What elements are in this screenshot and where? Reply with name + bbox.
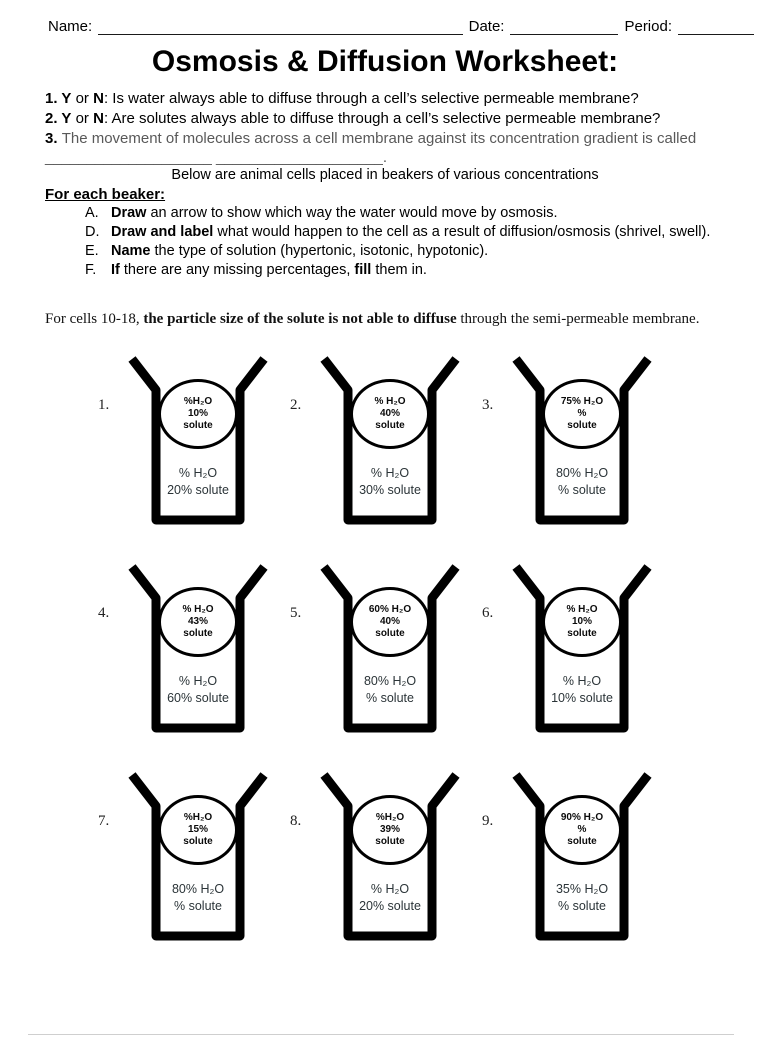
cells-10-18-note: For cells 10-18, the particle size of the solute is not able to diffuse through the semi-permeable membrane. xyxy=(45,311,700,327)
cell-line: 75% H₂O xyxy=(560,396,604,408)
solution-line: 80% H₂O xyxy=(363,674,417,688)
beaker xyxy=(128,563,268,735)
beaker-number: 2. xyxy=(290,397,302,413)
cell-line: 15% xyxy=(187,824,208,836)
beaker xyxy=(320,771,460,943)
solution-label xyxy=(320,465,460,499)
beaker-number: 1. xyxy=(98,397,110,413)
cell-line: solute xyxy=(375,835,405,847)
animal-cell xyxy=(542,379,622,449)
cell-line: 40% xyxy=(379,616,400,628)
beaker-grid xyxy=(98,355,770,943)
beakers-subtitle: Below are animal cells placed in beakers of various concentrations xyxy=(171,167,599,183)
cell-line: 10% xyxy=(571,616,592,628)
questions-section xyxy=(45,89,744,148)
solution-line: 80% H₂O xyxy=(171,882,225,896)
cell-line: solute xyxy=(183,419,213,431)
name-label: Name: xyxy=(48,18,93,35)
beaker-group-7 xyxy=(98,771,290,943)
cell-line: solute xyxy=(375,627,405,639)
animal-cell xyxy=(350,379,430,449)
beaker xyxy=(512,771,652,943)
cell-line: 10% xyxy=(187,408,208,420)
solution-line: % solute xyxy=(558,898,606,913)
cell-line: 40% xyxy=(379,408,400,420)
cell-line: 39% xyxy=(379,824,400,836)
beaker-group-4 xyxy=(98,563,290,735)
beaker xyxy=(320,355,460,527)
beaker-group-8 xyxy=(290,771,482,943)
instruction-e: E. Name the type of solution (hypertonic, isotonic, hypotonic). xyxy=(85,243,489,259)
beaker xyxy=(320,563,460,735)
beaker-group-9 xyxy=(482,771,674,943)
page-title: Osmosis & Diffusion Worksheet: xyxy=(151,45,619,78)
beaker-group-3 xyxy=(482,355,674,527)
question-2: 2. Y or N: Are solutes always able to diffuse through a cell’s selective permeable membrane? xyxy=(45,110,661,127)
question-1: 1. Y or N: Is water always able to diffuse through a cell’s selective permeable membrane? xyxy=(45,90,639,107)
beaker-number: 6. xyxy=(482,605,494,621)
scan-artifact-line xyxy=(28,1034,734,1035)
cell-line: solute xyxy=(183,835,213,847)
period-blank-line xyxy=(678,18,754,35)
instruction-f: F. If there are any missing percentages, fill them in. xyxy=(85,262,427,278)
instruction-a: A. Draw an arrow to show which way the water would move by osmosis. xyxy=(85,205,558,221)
solution-line: 10% solute xyxy=(551,690,613,705)
beaker-number: 5. xyxy=(290,605,302,621)
beaker-number: 3. xyxy=(482,397,494,413)
date-blank-line xyxy=(510,18,618,35)
beaker-group-1 xyxy=(98,355,290,527)
cell-line: 43% xyxy=(187,616,208,628)
header-row xyxy=(48,18,754,35)
solution-line: 80% H₂O xyxy=(555,466,609,480)
cell-line: solute xyxy=(567,419,597,431)
animal-cell xyxy=(542,587,622,657)
cell-line: % xyxy=(577,408,587,420)
solution-label xyxy=(128,465,268,499)
cell-line: solute xyxy=(567,627,597,639)
solution-line: % solute xyxy=(174,898,222,913)
cell-line: solute xyxy=(567,835,597,847)
solution-line: 35% H₂O xyxy=(555,882,609,896)
solution-line: % H₂O xyxy=(370,882,410,896)
animal-cell xyxy=(350,795,430,865)
beaker xyxy=(128,771,268,943)
solution-label xyxy=(128,673,268,707)
question-3-number: 3. xyxy=(45,130,62,147)
solution-label xyxy=(512,673,652,707)
question-1-text: : Is water always able to diffuse through a cell’s selective permeable membrane? xyxy=(103,90,639,107)
animal-cell xyxy=(350,587,430,657)
period-label: Period: xyxy=(624,18,672,35)
animal-cell xyxy=(542,795,622,865)
instruction-d: D. Draw and label what would happen to the cell as a result of diffusion/osmosis (shrivel, swell). xyxy=(85,224,711,240)
cell-line: 90% H₂O xyxy=(560,812,604,824)
question-3-text: The movement of molecules across a cell membrane against its concentration gradient is called xyxy=(61,130,697,147)
solution-label xyxy=(320,673,460,707)
question-1-number: 1. Y xyxy=(45,90,72,107)
animal-cell xyxy=(158,379,238,449)
beaker-number: 8. xyxy=(290,813,302,829)
solution-line: % solute xyxy=(558,482,606,497)
solution-label xyxy=(320,881,460,915)
solution-line: % H₂O xyxy=(178,674,218,688)
cell-line: % H₂O xyxy=(374,396,406,408)
solution-line: % H₂O xyxy=(370,466,410,480)
name-blank-line xyxy=(98,18,462,35)
beaker xyxy=(512,355,652,527)
cell-line: % H₂O xyxy=(566,604,598,616)
beaker-group-2 xyxy=(290,355,482,527)
beaker xyxy=(128,355,268,527)
beaker-number: 9. xyxy=(482,813,494,829)
solution-line: % solute xyxy=(366,690,414,705)
solution-line: 20% solute xyxy=(359,898,421,913)
beaker-group-5 xyxy=(290,563,482,735)
question-3-answer-blank: ____________________ ____________________. xyxy=(45,149,388,166)
cell-line: 60% H₂O xyxy=(368,604,412,616)
cell-line: %H₂O xyxy=(375,812,405,824)
animal-cell xyxy=(158,795,238,865)
beaker xyxy=(512,563,652,735)
beaker-group-6 xyxy=(482,563,674,735)
question-3 xyxy=(45,129,744,148)
cell-line: %H₂O xyxy=(183,812,213,824)
beaker-number: 4. xyxy=(98,605,110,621)
solution-label xyxy=(512,465,652,499)
cell-line: %H₂O xyxy=(183,396,213,408)
solution-line: 30% solute xyxy=(359,482,421,497)
solution-line: 60% solute xyxy=(167,690,229,705)
question-2-number: 2. Y xyxy=(45,110,72,127)
cell-line: solute xyxy=(375,419,405,431)
cell-line: solute xyxy=(183,627,213,639)
cell-line: % xyxy=(577,824,587,836)
solution-label xyxy=(128,881,268,915)
solution-line: 20% solute xyxy=(167,482,229,497)
for-each-beaker-heading: For each beaker: xyxy=(45,186,166,203)
cell-line: % H₂O xyxy=(182,604,214,616)
question-2-text: : Are solutes always able to diffuse through a cell’s selective permeable membrane? xyxy=(103,110,661,127)
worksheet-page xyxy=(0,18,770,1042)
beaker-number: 7. xyxy=(98,813,110,829)
solution-line: % H₂O xyxy=(178,466,218,480)
solution-label xyxy=(512,881,652,915)
animal-cell xyxy=(158,587,238,657)
solution-line: % H₂O xyxy=(562,674,602,688)
date-label: Date: xyxy=(468,18,505,35)
